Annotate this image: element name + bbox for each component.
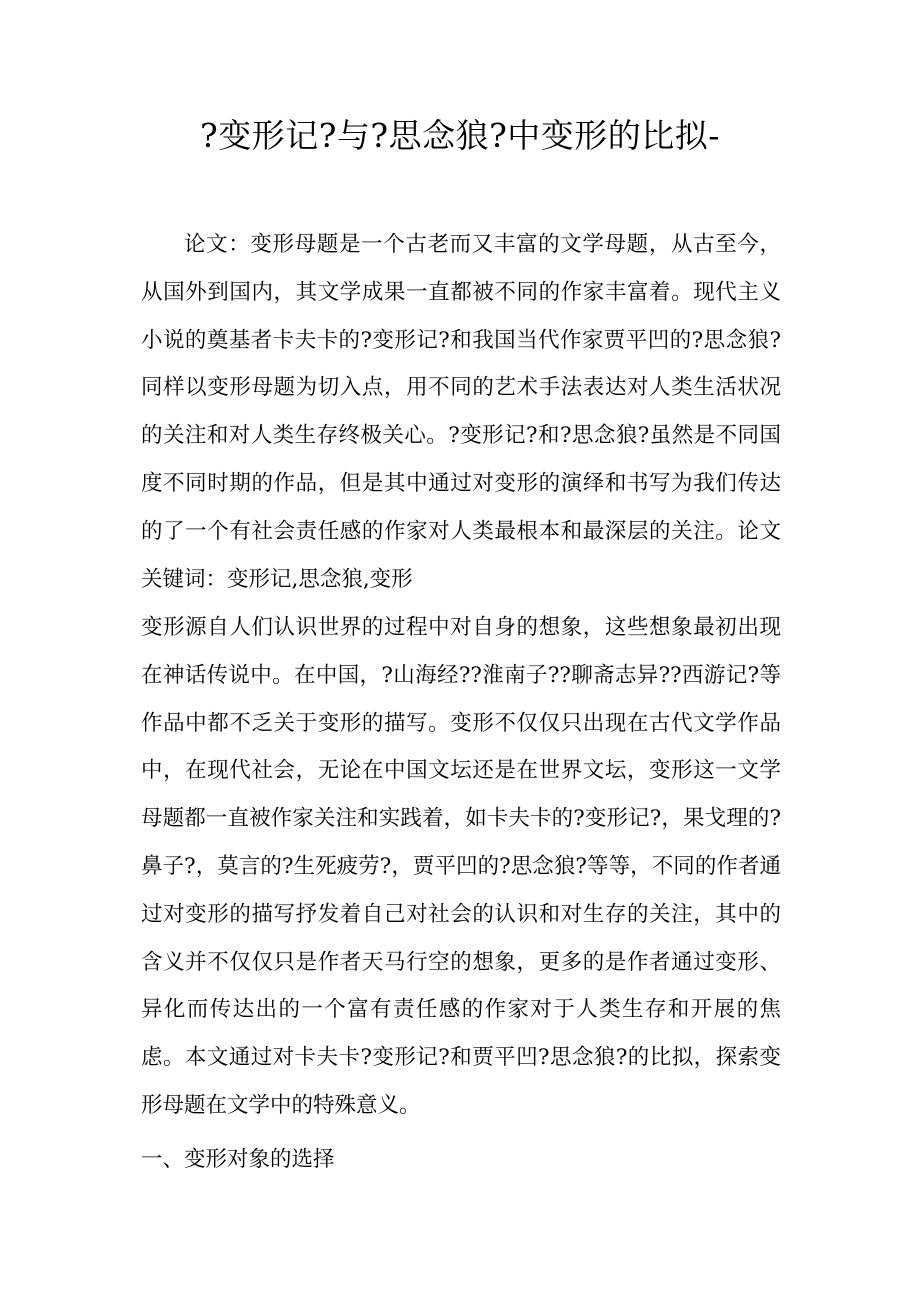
intro-paragraph: 变形源自人们认识世界的过程中对自身的想象，这些想象最初出现在神话传说中。在中国，?山海经??淮南子??聊斋志异??西游记?等作品中都不乏关于变形的描写。变形不仅仅只出现在古代文学作品中，在现代社会，无论在中国文坛还是在世界文坛，变形这一文学母题都一直被作家关注和实践着，如卡夫卡的?变形记?，果戈理的?鼻子?，莫言的?生死疲劳?，贾平凹的?思念狼?等等，不同的作者通过对变形的描写抒发着自己对社会的认识和对生存的关注，其中的含义并不仅仅只是作者天马行空的想象，更多的是作者通过变形、异化而传达出的一个富有责任感的作家对于人类生存和开展的焦虑。本文通过对卡夫卡?变形记?和贾平凹?思念狼?的比拟，探索变形母题在文学中的特殊意义。 [141, 615, 781, 1118]
abstract-paragraph: 论文：变形母题是一个古老而又丰富的文学母题，从古至今，从国外到国内，其文学成果一直都被不同的作家丰富着。现代主义小说的奠基者卡夫卡的?变形记?和我国当代作家贾平凹的?思念狼?同样以变形母题为切入点，用不同的艺术手法表达对人类生活状况的关注和对人类生存终极关心。?变形记?和?思念狼?虽然是不同国度不同时期的作品，但是其中通过对变形的演绎和书写为我们传达的了一个有社会责任感的作家对人类最根本和最深层的关注。论文关键词：变形记,思念狼,变形 [141, 232, 781, 592]
section-heading: 一、变形对象的选择 [141, 1147, 335, 1172]
document-title: ?变形记?与?思念狼?中变形的比拟- [200, 116, 720, 155]
